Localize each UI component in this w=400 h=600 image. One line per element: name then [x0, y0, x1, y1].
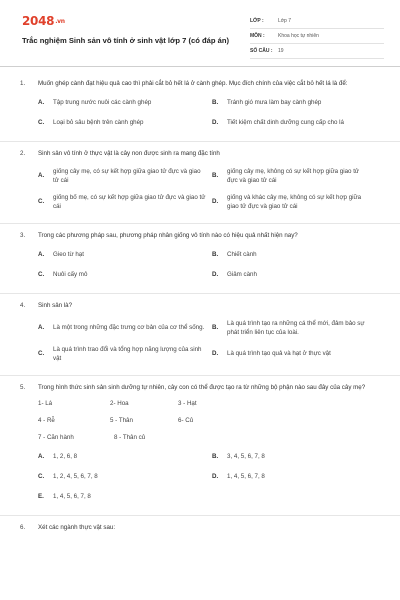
option-text: Là quá trình tạo quả và hạt ở thực vật — [227, 350, 331, 358]
option-text: Tập trung nước nuôi các cành ghép — [53, 99, 152, 107]
question-divider — [0, 223, 400, 224]
site-logo[interactable] — [22, 14, 65, 28]
option-letter: E. — [38, 493, 44, 501]
question-divider — [0, 293, 400, 294]
question-text: Sinh sản vô tính ở thực vật là cây non được sinh ra mang đặc tính — [38, 149, 220, 157]
option-letter: D. — [212, 198, 219, 206]
option-b[interactable] — [212, 97, 372, 111]
answer-options — [38, 451, 380, 511]
option-c[interactable] — [38, 193, 212, 213]
plant-part-list-2 — [38, 434, 380, 443]
answer-options — [38, 97, 380, 137]
option-c[interactable] — [38, 345, 212, 365]
option-text: giống bố mẹ, có sự kết hợp giữa giao tử đực và giao tử cái — [53, 193, 206, 210]
option-text: Là một trong những đặc trưng cơ bản của cơ thể sống. — [53, 324, 205, 332]
option-letter: B. — [212, 324, 219, 332]
question-divider — [0, 375, 400, 376]
option-d[interactable] — [212, 117, 372, 131]
option-text: Giâm cành — [227, 271, 257, 279]
option-letter: D. — [212, 350, 219, 358]
question-list — [0, 80, 400, 533]
list-item: 7 - Căn hành — [38, 433, 74, 441]
option-text: Nuôi cấy mô — [53, 271, 88, 279]
option-text: Là quá trình tạo ra những cá thể mới, đảm bảo sự phát triển liên tục của loài. — [227, 319, 365, 336]
logo-main: 2048 — [22, 14, 55, 28]
question-number: 2. — [20, 149, 26, 157]
question-number: 6. — [20, 523, 26, 531]
option-b[interactable] — [212, 319, 372, 339]
option-text: Loại bỏ sâu bệnh trên cành ghép — [53, 119, 144, 127]
option-text: 1, 4, 5, 6, 7, 8 — [53, 493, 91, 501]
option-letter: A. — [38, 453, 45, 461]
option-text: giống cây mẹ, có sự kết hợp giữa giao tử đực và giao tử cái — [53, 167, 201, 184]
option-letter: A. — [38, 172, 45, 180]
option-text: Tránh gió mưa làm bay cành ghép — [227, 99, 322, 107]
option-text: Tiết kiệm chất dinh dưỡng cung cấp cho lá — [227, 119, 345, 127]
option-letter: C. — [38, 350, 45, 358]
answer-options — [38, 249, 380, 289]
question-text: Muốn ghép cành đạt hiệu quả cao thì phải cắt bỏ hết lá ở cành ghép. Mục đích chính của việc cắt bỏ hết lá là để: — [38, 80, 348, 87]
option-letter: C. — [38, 473, 45, 481]
list-item: 2- Hoa — [110, 399, 129, 407]
question-4 — [0, 302, 400, 371]
option-c[interactable] — [38, 471, 212, 485]
option-letter: A. — [38, 324, 45, 332]
question-divider — [0, 515, 400, 516]
meta-label: LỚP : — [250, 18, 264, 24]
option-letter: D. — [212, 271, 219, 279]
option-a[interactable] — [38, 249, 212, 263]
meta-row-count — [250, 44, 384, 59]
option-text: Gieo từ hạt — [53, 251, 84, 259]
option-letter: B. — [212, 99, 219, 107]
meta-row-class — [250, 14, 384, 29]
question-1 — [0, 80, 400, 137]
option-d[interactable] — [212, 193, 372, 213]
option-a[interactable] — [38, 97, 212, 111]
question-6 — [0, 524, 400, 533]
document-title: Trắc nghiệm Sinh sản vô tính ở sinh vật lớp 7 (có đáp án) — [22, 36, 229, 45]
option-d[interactable] — [212, 345, 372, 365]
option-text: Chiết cành — [227, 251, 257, 259]
header-divider — [0, 66, 400, 67]
option-text: Là quá trình trao đổi và tổng hợp năng lượng của sinh vật — [53, 345, 202, 362]
option-text: 1, 2, 6, 8 — [53, 453, 78, 461]
option-letter: B. — [212, 453, 219, 461]
meta-value: 19 — [278, 48, 284, 54]
list-item: 4 - Rễ — [38, 416, 55, 424]
list-item: 6- Củ — [178, 416, 194, 424]
option-b[interactable] — [212, 167, 372, 187]
option-text: 1, 2, 4, 5, 6, 7, 8 — [53, 473, 98, 481]
option-d[interactable] — [212, 269, 372, 283]
option-letter: C. — [38, 271, 45, 279]
option-letter: D. — [212, 119, 219, 127]
meta-label: MÔN : — [250, 33, 265, 39]
meta-value: Lớp 7 — [278, 18, 292, 24]
list-item: 8 - Thân củ — [114, 433, 146, 441]
question-2 — [0, 150, 400, 219]
question-number: 1. — [20, 80, 26, 87]
option-text: giống cây mẹ, không có sự kết hợp giữa giao tử đực và giao tử cái — [227, 167, 360, 184]
logo-suffix: .vn — [55, 18, 65, 25]
question-number: 4. — [20, 301, 26, 309]
option-b[interactable] — [212, 451, 372, 465]
option-letter: C. — [38, 198, 45, 206]
option-c[interactable] — [38, 269, 212, 283]
list-item: 1- Lá — [38, 399, 53, 407]
option-e[interactable] — [38, 491, 212, 505]
option-text: 1, 4, 5, 6, 7, 8 — [227, 473, 265, 481]
option-letter: A. — [38, 99, 45, 107]
question-text: Trong hình thức sinh sản sinh dưỡng tự nhiên, cây con có thể được tạo ra từ những bộ phận nào sau đây của cây mẹ? — [38, 383, 366, 391]
option-text: 3, 4, 5, 6, 7, 8 — [227, 453, 265, 461]
question-number: 3. — [20, 231, 26, 239]
question-text: Xét các ngành thực vật sau: — [38, 523, 116, 531]
question-5 — [0, 384, 400, 511]
option-letter: A. — [38, 251, 45, 259]
question-3 — [0, 232, 400, 289]
option-b[interactable] — [212, 249, 372, 263]
option-letter: B. — [212, 172, 219, 180]
list-item: 5 - Thân — [110, 416, 133, 424]
option-letter: C. — [38, 119, 45, 127]
document-header — [22, 14, 382, 62]
meta-label: SỐ CÂU : — [250, 48, 273, 54]
document-meta — [250, 14, 384, 59]
option-a[interactable] — [38, 167, 212, 187]
meta-value: Khoa học tự nhiên — [278, 33, 319, 39]
meta-row-subject — [250, 29, 384, 44]
question-text: Sinh sản là? — [38, 301, 73, 309]
question-number: 5. — [20, 383, 26, 391]
question-text: Trong các phương pháp sau, phương pháp nhân giống vô tính nào có hiệu quả nhất hiện nay? — [38, 231, 298, 239]
option-letter: D. — [212, 473, 219, 481]
option-letter: B. — [212, 251, 219, 259]
plant-part-list — [38, 400, 380, 426]
answer-options — [38, 167, 380, 219]
option-a[interactable] — [38, 451, 212, 465]
option-d[interactable] — [212, 471, 372, 485]
option-text: giống và khác cây mẹ, không có sự kết hợp giữa giao tử đực và giao tử cái — [227, 193, 362, 210]
question-divider — [0, 141, 400, 142]
option-c[interactable] — [38, 117, 212, 131]
list-item: 3 - Hạt — [178, 399, 197, 407]
option-a[interactable] — [38, 319, 212, 339]
answer-options — [38, 319, 380, 371]
